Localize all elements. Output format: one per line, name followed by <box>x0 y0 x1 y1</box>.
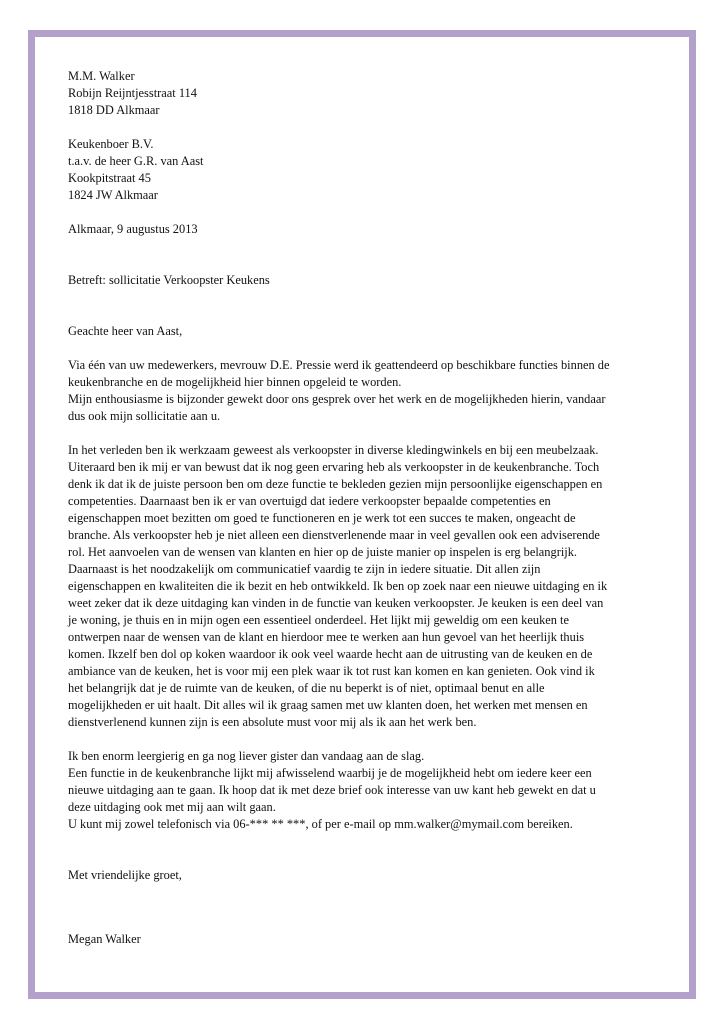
letter-date: Alkmaar, 9 augustus 2013 <box>68 222 198 236</box>
paragraph-line: rol. Het aanvoelen van de wensen van klanten en hier op de juiste manier op inspelen is erg belangrijk. <box>68 545 578 559</box>
spacer <box>68 425 668 442</box>
paragraph-experience <box>68 442 668 731</box>
paragraph-line: keukenbranche en de mogelijkheid hier binnen opgeleid te worden. <box>68 375 402 389</box>
paragraph-line: Via één van uw medewerkers, mevrouw D.E. Pressie werd ik geattendeerd op beschikbare functies binnen de <box>68 358 610 372</box>
spacer <box>68 731 668 748</box>
paragraph-intro <box>68 357 668 425</box>
paragraph-line: nieuwe uitdaging aan te gaan. Ik hoop dat ik met deze brief ook interesse van uw kant heb gewekt en dat u <box>68 783 596 797</box>
recipient-attention: t.a.v. de heer G.R. van Aast <box>68 154 204 168</box>
paragraph-line: ambiance van de keuken, het is voor mij een plek waar ik tot rust kan komen en kan genieten. Ook vind ik <box>68 664 595 678</box>
letter-body <box>68 68 668 948</box>
paragraph-line: het belangrijk dat je de ruimte van de keuken, of die nu beperkt is of niet, optimaal benut en alle <box>68 681 545 695</box>
spacer <box>68 238 668 272</box>
paragraph-line: weet zeker dat ik deze uitdaging kan vinden in de functie van keuken verkoopster. Je keuken is een deel van <box>68 596 604 610</box>
spacer <box>68 833 668 867</box>
sender-city: 1818 DD Alkmaar <box>68 103 160 117</box>
signature-name: Megan Walker <box>68 932 141 946</box>
paragraph-line: In het verleden ben ik werkzaam geweest als verkoopster in diverse kledingwinkels en bij een meubelzaak. <box>68 443 599 457</box>
paragraph-closing <box>68 748 668 833</box>
paragraph-line: dus ook mijn sollicitatie aan u. <box>68 409 221 423</box>
paragraph-line: komen. Ikzelf ben dol op koken waardoor ik ook veel waarde hecht aan de uitrusting van de keuken en de <box>68 647 593 661</box>
paragraph-line: eigenschappen en kwaliteiten die ik bezit en heb ontwikkeld. Ik ben op zoek naar een nieuwe uitdaging en ik <box>68 579 608 593</box>
paragraph-line: je woning, je thuis en in mijn ogen een essentieel onderdeel. Het lijkt mij geweldig om een keuken te <box>68 613 569 627</box>
paragraph-line: Daarnaast is het noodzakelijk om communicatief vaardig te zijn in iedere situatie. Dit allen zijn <box>68 562 541 576</box>
paragraph-line: Mijn enthousiasme is bijzonder gewekt door ons gesprek over het werk en de mogelijkheden hierin, vandaar <box>68 392 606 406</box>
paragraph-line: Uiteraard ben ik mij er van bewust dat ik nog geen ervaring heb als verkoopster in de keukenbranche. Toch <box>68 460 600 474</box>
contact-line: U kunt mij zowel telefonisch via 06-*** ** ***, of per e-mail op mm.walker@mymail.com bereiken. <box>68 817 573 831</box>
letter-subject: Betreft: sollicitatie Verkoopster Keukens <box>68 273 270 287</box>
paragraph-line: mogelijkheden er uit haalt. Dit alles wil ik graag samen met uw klanten doen, het werken met mensen en <box>68 698 588 712</box>
spacer <box>68 204 668 221</box>
spacer <box>68 289 668 323</box>
closing-greeting: Met vriendelijke groet, <box>68 868 182 882</box>
paragraph-line: branche. Als verkoopster heb je niet alleen een dienstverlenende maar in veel gevallen ook een adviserende <box>68 528 600 542</box>
paragraph-line: eigenschappen moet bezitten om goed te functioneren en je werk tot een succes te maken, ongeacht de <box>68 511 576 525</box>
recipient-company: Keukenboer B.V. <box>68 137 154 151</box>
paragraph-line: denk ik dat ik de juiste persoon ben om deze functie te bekleden gezien mijn persoonlijke eigenschappen en <box>68 477 603 491</box>
paragraph-line: Een functie in de keukenbranche lijkt mij afwisselend waarbij je de mogelijkheid hebt om iedere keer een <box>68 766 592 780</box>
recipient-city: 1824 JW Alkmaar <box>68 188 158 202</box>
paragraph-line: deze uitdaging ook met mij aan wilt gaan. <box>68 800 276 814</box>
paragraph-line: dienstverlenend kunnen zijn is een absolute must voor mij als ik aan het werk ben. <box>68 715 477 729</box>
paragraph-line: competenties. Daarnaast ben ik er van overtuigd dat iedere verkoopster bepaalde competenties en <box>68 494 551 508</box>
spacer <box>68 340 668 357</box>
sender-street: Robijn Reijntjesstraat 114 <box>68 86 197 100</box>
recipient-address <box>68 136 668 204</box>
paragraph-line: ontwerpen naar de wensen van de klant en hierdoor mee te werken aan hun gevoel van het heerlijk thuis <box>68 630 585 644</box>
sender-address <box>68 68 668 119</box>
sender-name: M.M. Walker <box>68 69 135 83</box>
spacer <box>68 884 668 931</box>
spacer <box>68 119 668 136</box>
salutation: Geachte heer van Aast, <box>68 324 183 338</box>
recipient-street: Kookpitstraat 45 <box>68 171 151 185</box>
paragraph-line: Ik ben enorm leergierig en ga nog liever gister dan vandaag aan de slag. <box>68 749 425 763</box>
